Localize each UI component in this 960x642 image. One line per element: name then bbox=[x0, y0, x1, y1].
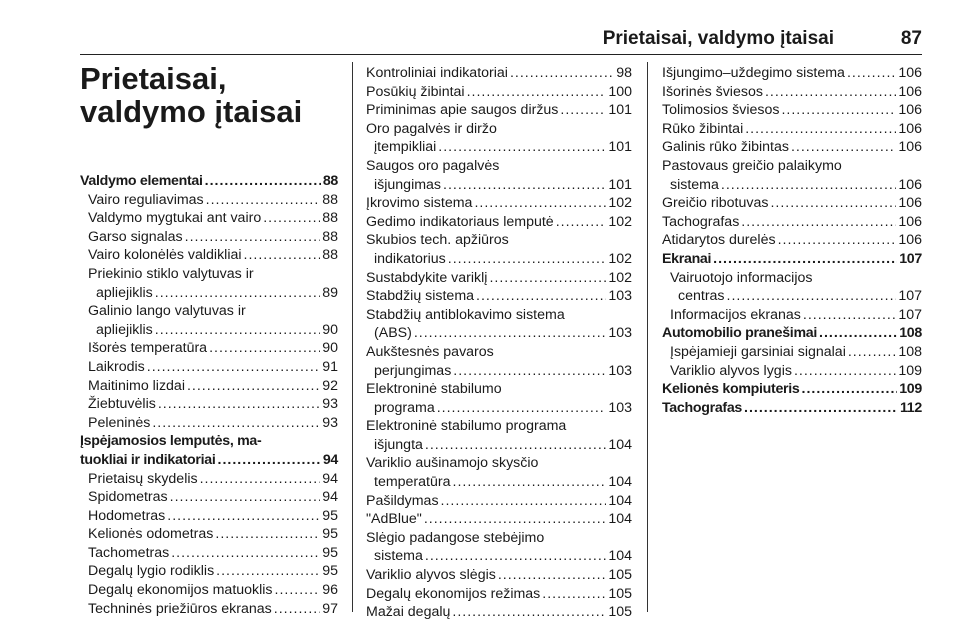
toc-entry-title: Degalų ekonomijos matuoklis bbox=[88, 582, 273, 599]
toc-entry[interactable] bbox=[662, 324, 922, 343]
toc-entry[interactable] bbox=[366, 417, 632, 454]
toc-entry-text: Skubios tech. apžiūros bbox=[366, 232, 509, 249]
dot-leader bbox=[744, 399, 898, 418]
dot-leader bbox=[474, 194, 606, 213]
toc-entry[interactable] bbox=[366, 380, 632, 417]
toc-entry-title: (ABS) bbox=[374, 325, 412, 342]
toc-entry-page: 93 bbox=[322, 396, 338, 413]
toc-entry-title: Posūkių žibintai bbox=[366, 83, 465, 100]
toc-entry[interactable] bbox=[366, 120, 632, 157]
toc-entry[interactable] bbox=[662, 213, 922, 232]
dot-leader bbox=[167, 507, 320, 526]
toc-entry[interactable] bbox=[80, 191, 338, 210]
dot-leader bbox=[781, 101, 896, 120]
toc-entry[interactable] bbox=[366, 101, 632, 120]
toc-entry-page: 92 bbox=[322, 377, 338, 394]
running-header bbox=[80, 22, 922, 55]
toc-entry[interactable] bbox=[80, 507, 338, 526]
dot-leader bbox=[438, 138, 606, 157]
toc-entry-page: 102 bbox=[608, 250, 632, 267]
toc-entry-page: 104 bbox=[608, 474, 632, 491]
dot-leader bbox=[147, 358, 320, 377]
toc-entry-title: indikatorius bbox=[374, 250, 446, 267]
toc-entry-page: 106 bbox=[898, 176, 922, 193]
toc-entry-text: Elektroninė stabilumo bbox=[366, 381, 502, 398]
toc-entry-page: 106 bbox=[898, 65, 922, 81]
toc-entry[interactable] bbox=[662, 399, 922, 418]
toc-entry[interactable] bbox=[662, 250, 922, 269]
toc-entry-page: 107 bbox=[898, 306, 922, 323]
dot-leader bbox=[155, 321, 320, 340]
toc-entry-text: Galinio lango valytuvas ir bbox=[88, 303, 246, 320]
toc-entry-title: Techninės priežiūros ekranas bbox=[88, 600, 272, 617]
toc-entry-page: 105 bbox=[608, 585, 632, 602]
toc-entry-page: 105 bbox=[608, 567, 632, 584]
toc-entry[interactable] bbox=[366, 603, 632, 622]
toc-entry-text: Aukštesnės pavaros bbox=[366, 343, 494, 360]
dot-leader bbox=[727, 287, 897, 306]
dot-leader bbox=[206, 191, 321, 210]
dot-leader bbox=[216, 562, 320, 581]
column-divider bbox=[352, 62, 353, 612]
toc-entry[interactable] bbox=[80, 246, 338, 265]
dot-leader bbox=[448, 250, 607, 269]
toc-entry-page: 96 bbox=[322, 582, 338, 599]
toc-entry-title: Automobilio pranešimai bbox=[662, 325, 817, 342]
toc-entry-title: Maitinimo lizdai bbox=[88, 377, 185, 394]
dot-leader bbox=[185, 228, 321, 247]
toc-entry-title: Išorės temperatūra bbox=[88, 340, 208, 357]
toc-entry[interactable] bbox=[662, 362, 922, 381]
toc-entry-page: 91 bbox=[322, 358, 338, 375]
toc-entry-title: išjungimas bbox=[374, 176, 442, 193]
toc-entry-title: Pašildymas bbox=[366, 492, 439, 509]
toc-entry[interactable] bbox=[366, 157, 632, 194]
toc-entry-title: apliejiklis bbox=[96, 284, 153, 301]
toc-entry-title: Hodometras bbox=[88, 507, 166, 524]
toc-entry-page: 109 bbox=[898, 362, 922, 379]
toc-entry-title: Garso signalas bbox=[88, 228, 183, 245]
toc-entry-page: 104 bbox=[608, 436, 632, 453]
toc-entry-page: 104 bbox=[608, 548, 632, 565]
toc-entry[interactable] bbox=[80, 600, 338, 619]
dot-leader bbox=[274, 600, 320, 619]
toc-entry-page: 101 bbox=[608, 176, 632, 193]
toc-entry-page: 108 bbox=[899, 325, 922, 342]
toc-entry[interactable] bbox=[80, 470, 338, 489]
toc-entry-title: Kelionės kompiuteris bbox=[662, 381, 800, 398]
dot-leader bbox=[187, 377, 320, 396]
toc-entry-title: sistema bbox=[374, 548, 423, 565]
toc-entry-page: 106 bbox=[898, 102, 922, 119]
toc-entry[interactable] bbox=[366, 306, 632, 343]
running-title: Prietaisai, valdymo įtaisai bbox=[602, 28, 834, 49]
toc-entry[interactable] bbox=[80, 228, 338, 247]
toc-entry-title: Vairo kolonėlės valdikliai bbox=[88, 247, 242, 264]
toc-entry[interactable] bbox=[662, 306, 922, 325]
toc-entry-page: 104 bbox=[608, 492, 632, 509]
toc-entry-title: Laikrodis bbox=[88, 358, 145, 375]
toc-entry-title: programa bbox=[374, 399, 435, 416]
toc-entry-page: 109 bbox=[899, 381, 922, 398]
toc-entry-title: Rūko žibintai bbox=[662, 120, 744, 137]
toc-entry[interactable] bbox=[366, 287, 632, 306]
toc-entry-page: 102 bbox=[608, 213, 632, 230]
toc-entry-page: 106 bbox=[898, 139, 922, 156]
dot-leader bbox=[489, 269, 606, 288]
toc-entry-page: 107 bbox=[898, 288, 922, 305]
dot-leader bbox=[791, 138, 896, 157]
toc-entry-title: Degalų lygio rodiklis bbox=[88, 563, 215, 580]
toc-column-3 bbox=[662, 64, 922, 417]
dot-leader bbox=[453, 362, 606, 381]
page-number: 87 bbox=[900, 28, 922, 49]
toc-entry[interactable] bbox=[80, 172, 338, 191]
toc-entry-text: Vairuotojo informacijos bbox=[670, 269, 813, 286]
dot-leader bbox=[741, 213, 896, 232]
toc-entry[interactable] bbox=[366, 585, 632, 604]
dot-leader bbox=[713, 250, 897, 269]
toc-entry[interactable] bbox=[662, 157, 922, 194]
toc-entry-title: Priminimas apie saugos diržus bbox=[366, 102, 559, 119]
dot-leader bbox=[205, 172, 321, 191]
toc-entry-title: sistema bbox=[670, 176, 719, 193]
dot-leader bbox=[263, 209, 320, 228]
toc-entry-title: Valdymo elementai bbox=[80, 173, 203, 189]
toc-entry-page: 101 bbox=[608, 102, 632, 119]
dot-leader bbox=[770, 194, 896, 213]
toc-entry[interactable] bbox=[662, 269, 922, 306]
toc-entry[interactable] bbox=[80, 302, 338, 339]
toc-entry-title: Žiebtuvėlis bbox=[88, 396, 156, 413]
toc-entry-page: 112 bbox=[900, 399, 922, 416]
toc-entry-text: Variklio aušinamojo skysčio bbox=[366, 455, 539, 472]
dot-leader bbox=[847, 64, 896, 83]
toc-entry-title: Tolimosios šviesos bbox=[662, 102, 780, 119]
chapter-title: Prietaisai, valdymo įtaisai bbox=[80, 61, 303, 129]
dot-leader bbox=[424, 510, 607, 529]
toc-entry-text: Priekinio stiklo valytuvas ir bbox=[88, 265, 254, 282]
toc-entry[interactable] bbox=[80, 432, 338, 469]
dot-leader bbox=[498, 566, 606, 585]
toc-entry[interactable] bbox=[80, 544, 338, 563]
dot-leader bbox=[200, 470, 321, 489]
toc-entry-page: 106 bbox=[898, 213, 922, 230]
toc-entry[interactable] bbox=[662, 231, 922, 250]
toc-entry-page: 106 bbox=[898, 83, 922, 100]
toc-entry-page: 103 bbox=[608, 362, 632, 379]
toc-entry-title: Išjungimo–uždegimo sistema bbox=[662, 65, 845, 81]
toc-entry-title: Variklio alyvos lygis bbox=[670, 362, 792, 379]
dot-leader bbox=[414, 324, 606, 343]
toc-entry-page: 103 bbox=[608, 288, 632, 305]
dot-leader bbox=[802, 380, 898, 399]
toc-entry[interactable] bbox=[80, 562, 338, 581]
toc-entry-page: 95 bbox=[322, 563, 338, 580]
dot-leader bbox=[848, 343, 896, 362]
toc-entry[interactable] bbox=[80, 488, 338, 507]
dot-leader bbox=[171, 544, 320, 563]
toc-entry-page: 90 bbox=[322, 340, 338, 357]
toc-entry-title: išjungta bbox=[374, 436, 423, 453]
toc-entry-title: temperatūra bbox=[374, 474, 451, 491]
toc-entry-page: 97 bbox=[322, 600, 338, 617]
toc-entry-title: Greičio ribotuvas bbox=[662, 195, 769, 212]
dot-leader bbox=[152, 414, 320, 433]
toc-entry-page: 88 bbox=[322, 173, 338, 189]
toc-entry-page: 106 bbox=[898, 195, 922, 212]
toc-entry-title: Atidarytos durelės bbox=[662, 232, 776, 249]
toc-entry[interactable] bbox=[662, 120, 922, 139]
toc-entry[interactable] bbox=[366, 529, 632, 566]
toc-entry-page: 104 bbox=[608, 511, 632, 528]
dot-leader bbox=[244, 246, 321, 265]
toc-entry-text: Stabdžių antiblokavimo sistema bbox=[366, 306, 565, 323]
toc-entry[interactable] bbox=[80, 358, 338, 377]
dot-leader bbox=[425, 436, 606, 455]
dot-leader bbox=[778, 231, 897, 250]
toc-entry-page: 94 bbox=[322, 489, 338, 506]
toc-entry-page: 88 bbox=[322, 191, 338, 208]
toc-entry[interactable] bbox=[366, 269, 632, 288]
toc-entry-title: perjungimas bbox=[374, 362, 452, 379]
toc-entry-page: 95 bbox=[322, 526, 338, 543]
toc-entry-page: 88 bbox=[322, 228, 338, 245]
toc-entry-title: Variklio alyvos slėgis bbox=[366, 567, 496, 584]
dot-leader bbox=[765, 83, 896, 102]
dot-leader bbox=[425, 547, 606, 566]
toc-entry-title: Išorinės šviesos bbox=[662, 83, 763, 100]
toc-entry-page: 106 bbox=[898, 120, 922, 137]
dot-leader bbox=[819, 324, 897, 343]
toc-entry-title: Prietaisų skydelis bbox=[88, 470, 198, 487]
toc-entry-text: Slėgio padangose stebėjimo bbox=[366, 529, 545, 546]
toc-entry-title: tuokliai ir indikatoriai bbox=[80, 451, 216, 468]
toc-entry-page: 103 bbox=[608, 325, 632, 342]
toc-entry-title: Gedimo indikatoriaus lemputė bbox=[366, 213, 554, 230]
dot-leader bbox=[218, 451, 321, 470]
toc-entry-title: Tachometras bbox=[88, 544, 170, 561]
dot-leader bbox=[155, 284, 320, 303]
toc-entry-title: Kelionės odometras bbox=[88, 526, 214, 543]
toc-entry[interactable] bbox=[662, 83, 922, 102]
toc-entry-page: 93 bbox=[322, 414, 338, 431]
toc-entry[interactable] bbox=[366, 510, 632, 529]
toc-entry[interactable] bbox=[662, 194, 922, 213]
toc-entry[interactable] bbox=[662, 101, 922, 120]
toc-entry[interactable] bbox=[80, 581, 338, 600]
toc-entry-title: Kontroliniai indikatoriai bbox=[366, 65, 508, 81]
dot-leader bbox=[745, 120, 896, 139]
toc-entry-title: Įspėjamieji garsiniai signalai bbox=[670, 343, 846, 360]
toc-entry-title: Galinis rūko žibintas bbox=[662, 139, 789, 156]
dot-leader bbox=[556, 213, 607, 232]
toc-entry-title: Spidometras bbox=[88, 489, 168, 506]
toc-entry-page: 100 bbox=[608, 83, 632, 100]
dot-leader bbox=[209, 339, 320, 358]
dot-leader bbox=[510, 64, 614, 83]
dot-leader bbox=[721, 176, 896, 195]
toc-entry[interactable] bbox=[366, 454, 632, 491]
column-divider bbox=[647, 62, 648, 612]
dot-leader bbox=[441, 492, 607, 511]
dot-leader bbox=[443, 176, 606, 195]
toc-entry[interactable] bbox=[80, 377, 338, 396]
toc-entry[interactable] bbox=[80, 395, 338, 414]
toc-entry-title: Tachografas bbox=[662, 399, 743, 416]
toc-entry-page: 102 bbox=[608, 269, 632, 286]
toc-entry-page: 98 bbox=[616, 65, 632, 81]
toc-entry-title: Vairo reguliavimas bbox=[88, 191, 204, 208]
toc-column-1 bbox=[80, 172, 338, 618]
dot-leader bbox=[467, 83, 607, 102]
toc-entry-page: 101 bbox=[608, 139, 632, 156]
toc-entry-page: 95 bbox=[322, 544, 338, 561]
toc-entry-title: Tachografas bbox=[662, 213, 740, 230]
toc-entry[interactable] bbox=[662, 138, 922, 157]
toc-entry-title: Valdymo mygtukai ant vairo bbox=[88, 210, 262, 227]
toc-entry-text: Oro pagalvės ir diržo bbox=[366, 120, 497, 137]
dot-leader bbox=[158, 395, 320, 414]
toc-entry-page: 103 bbox=[608, 399, 632, 416]
toc-entry-title: centras bbox=[678, 288, 725, 305]
toc-entry[interactable] bbox=[366, 64, 632, 83]
toc-entry-title: apliejiklis bbox=[96, 321, 153, 338]
toc-entry[interactable] bbox=[366, 213, 632, 232]
toc-entry[interactable] bbox=[366, 83, 632, 102]
toc-entry[interactable] bbox=[366, 492, 632, 511]
toc-entry[interactable] bbox=[80, 265, 338, 302]
toc-entry-title: Degalų ekonomijos režimas bbox=[366, 585, 541, 602]
toc-entry[interactable] bbox=[366, 343, 632, 380]
toc-entry-text: Įspėjamosios lemputės, ma- bbox=[80, 433, 262, 450]
dot-leader bbox=[437, 399, 607, 418]
toc-entry[interactable] bbox=[366, 566, 632, 585]
dot-leader bbox=[560, 101, 606, 120]
toc-entry-page: 88 bbox=[322, 247, 338, 264]
toc-entry-title: Informacijos ekranas bbox=[670, 306, 801, 323]
toc-entry[interactable] bbox=[662, 380, 922, 399]
toc-entry-title: Stabdžių sistema bbox=[366, 288, 475, 305]
toc-entry[interactable] bbox=[80, 339, 338, 358]
toc-entry-page: 94 bbox=[322, 451, 338, 468]
dot-leader bbox=[452, 603, 606, 622]
toc-entry-title: Peleninės bbox=[88, 414, 151, 431]
dot-leader bbox=[453, 473, 607, 492]
toc-entry[interactable] bbox=[366, 231, 632, 268]
toc-entry-page: 95 bbox=[322, 507, 338, 524]
toc-entry[interactable] bbox=[662, 343, 922, 362]
toc-entry-title: įtempikliai bbox=[374, 139, 437, 156]
toc-entry[interactable] bbox=[662, 64, 922, 83]
dot-leader bbox=[803, 306, 896, 325]
toc-entry[interactable] bbox=[80, 414, 338, 433]
toc-column-2 bbox=[366, 64, 632, 622]
dot-leader bbox=[170, 488, 321, 507]
toc-entry-page: 89 bbox=[322, 284, 338, 301]
toc-entry-page: 102 bbox=[608, 195, 632, 212]
toc-entry-page: 90 bbox=[322, 321, 338, 338]
toc-entry-page: 94 bbox=[322, 470, 338, 487]
toc-entry-page: 105 bbox=[608, 604, 632, 621]
toc-entry-page: 88 bbox=[322, 210, 338, 227]
toc-entry-title: Įkrovimo sistema bbox=[366, 195, 473, 212]
toc-entry-text: Pastovaus greičio palaikymo bbox=[662, 157, 842, 174]
toc-entry-title: "AdBlue" bbox=[366, 511, 422, 528]
toc-entry[interactable] bbox=[80, 525, 338, 544]
toc-entry-text: Saugos oro pagalvės bbox=[366, 157, 500, 174]
toc-entry-page: 107 bbox=[899, 250, 922, 267]
dot-leader bbox=[542, 585, 606, 604]
toc-entry-title: Mažai degalų bbox=[366, 604, 451, 621]
dot-leader bbox=[215, 525, 320, 544]
dot-leader bbox=[476, 287, 606, 306]
dot-leader bbox=[794, 362, 896, 381]
toc-entry-page: 108 bbox=[898, 343, 922, 360]
toc-entry[interactable] bbox=[80, 209, 338, 228]
toc-entry[interactable] bbox=[366, 194, 632, 213]
toc-entry-page: 106 bbox=[898, 232, 922, 249]
toc-entry-title: Sustabdykite variklį bbox=[366, 269, 488, 286]
toc-entry-title: Ekranai bbox=[662, 250, 712, 267]
toc-entry-text: Elektroninė stabilumo programa bbox=[366, 418, 567, 435]
dot-leader bbox=[275, 581, 321, 600]
